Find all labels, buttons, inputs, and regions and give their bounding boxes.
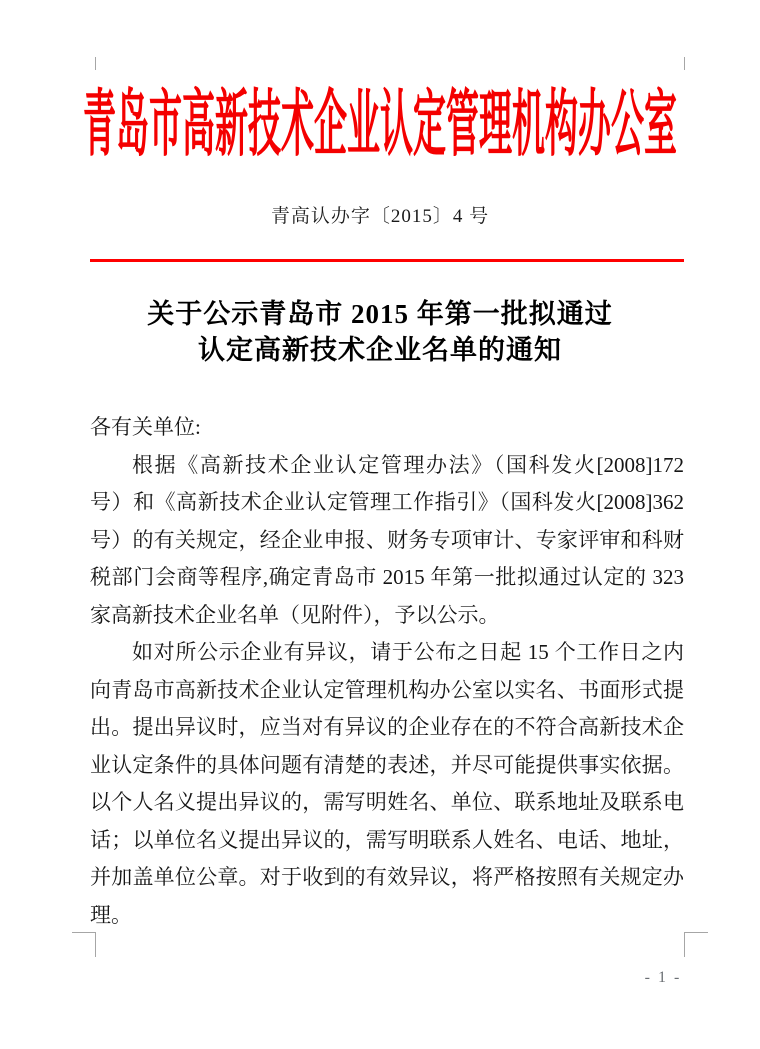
paragraph1-line: 家高新技术企业名单（见附件），予以公示。 — [90, 602, 500, 627]
page-number: - 1 - — [644, 969, 682, 986]
paragraph1-line: 税部门会商等程序,确定青岛市 2015 年第一批拟通过认定的 323 — [90, 565, 684, 589]
paragraph2-line: 如对所公示企业有异议，请于公布之日起 15 个工作日之内 — [132, 640, 684, 664]
paragraph2-line: 话；以单位名义提出异议的，需写明联系人姓名、电话、地址， — [90, 827, 684, 852]
crop-mark-top-right — [684, 57, 685, 70]
document-number: 青高认办字〔2015〕4 号 — [270, 206, 490, 227]
document-title — [0, 296, 760, 368]
document-body — [90, 409, 684, 934]
paragraph2-line: 业认定条件的具体问题有清楚的表述，并尽可能提供事实依据。 — [90, 752, 684, 777]
paragraph1-line: 号）和《高新技术企业认定管理工作指引》（国科发火[2008]362 — [90, 490, 684, 514]
red-separator-line — [90, 259, 684, 262]
document-header — [0, 87, 760, 167]
paragraph2-line: 并加盖单位公章。对于收到的有效异议，将严格按照有关规定办 — [90, 865, 684, 889]
crop-mark-bottom-right — [684, 932, 708, 957]
crop-mark-top-left — [95, 57, 96, 70]
salutation: 各有关单位: — [90, 415, 201, 439]
paragraph2-line: 向青岛市高新技术企业认定管理机构办公室以实名、书面形式提 — [90, 677, 684, 702]
paragraph2-line: 出。提出异议时，应当对有异议的企业存在的不符合高新技术企 — [90, 715, 684, 739]
paragraph2-line: 理。 — [90, 902, 132, 927]
paragraph1-line: 号）的有关规定，经企业申报、财务专项审计、专家评审和科财 — [90, 527, 684, 552]
paragraph2-line: 以个人名义提出异议的，需写明姓名、单位、联系地址及联系电 — [90, 790, 684, 814]
crop-mark-bottom-left — [72, 932, 96, 957]
document-issuer-banner: 青岛市高新技术企业认定管理机构办公室 — [83, 87, 677, 167]
document-title-line1: 关于公示青岛市 2015 年第一批拟通过 — [147, 299, 613, 329]
document-title-line2: 认定高新技术企业名单的通知 — [198, 335, 562, 365]
paragraph1-line: 根据《高新技术企业认定管理办法》（国科发火[2008]172 — [132, 452, 684, 477]
